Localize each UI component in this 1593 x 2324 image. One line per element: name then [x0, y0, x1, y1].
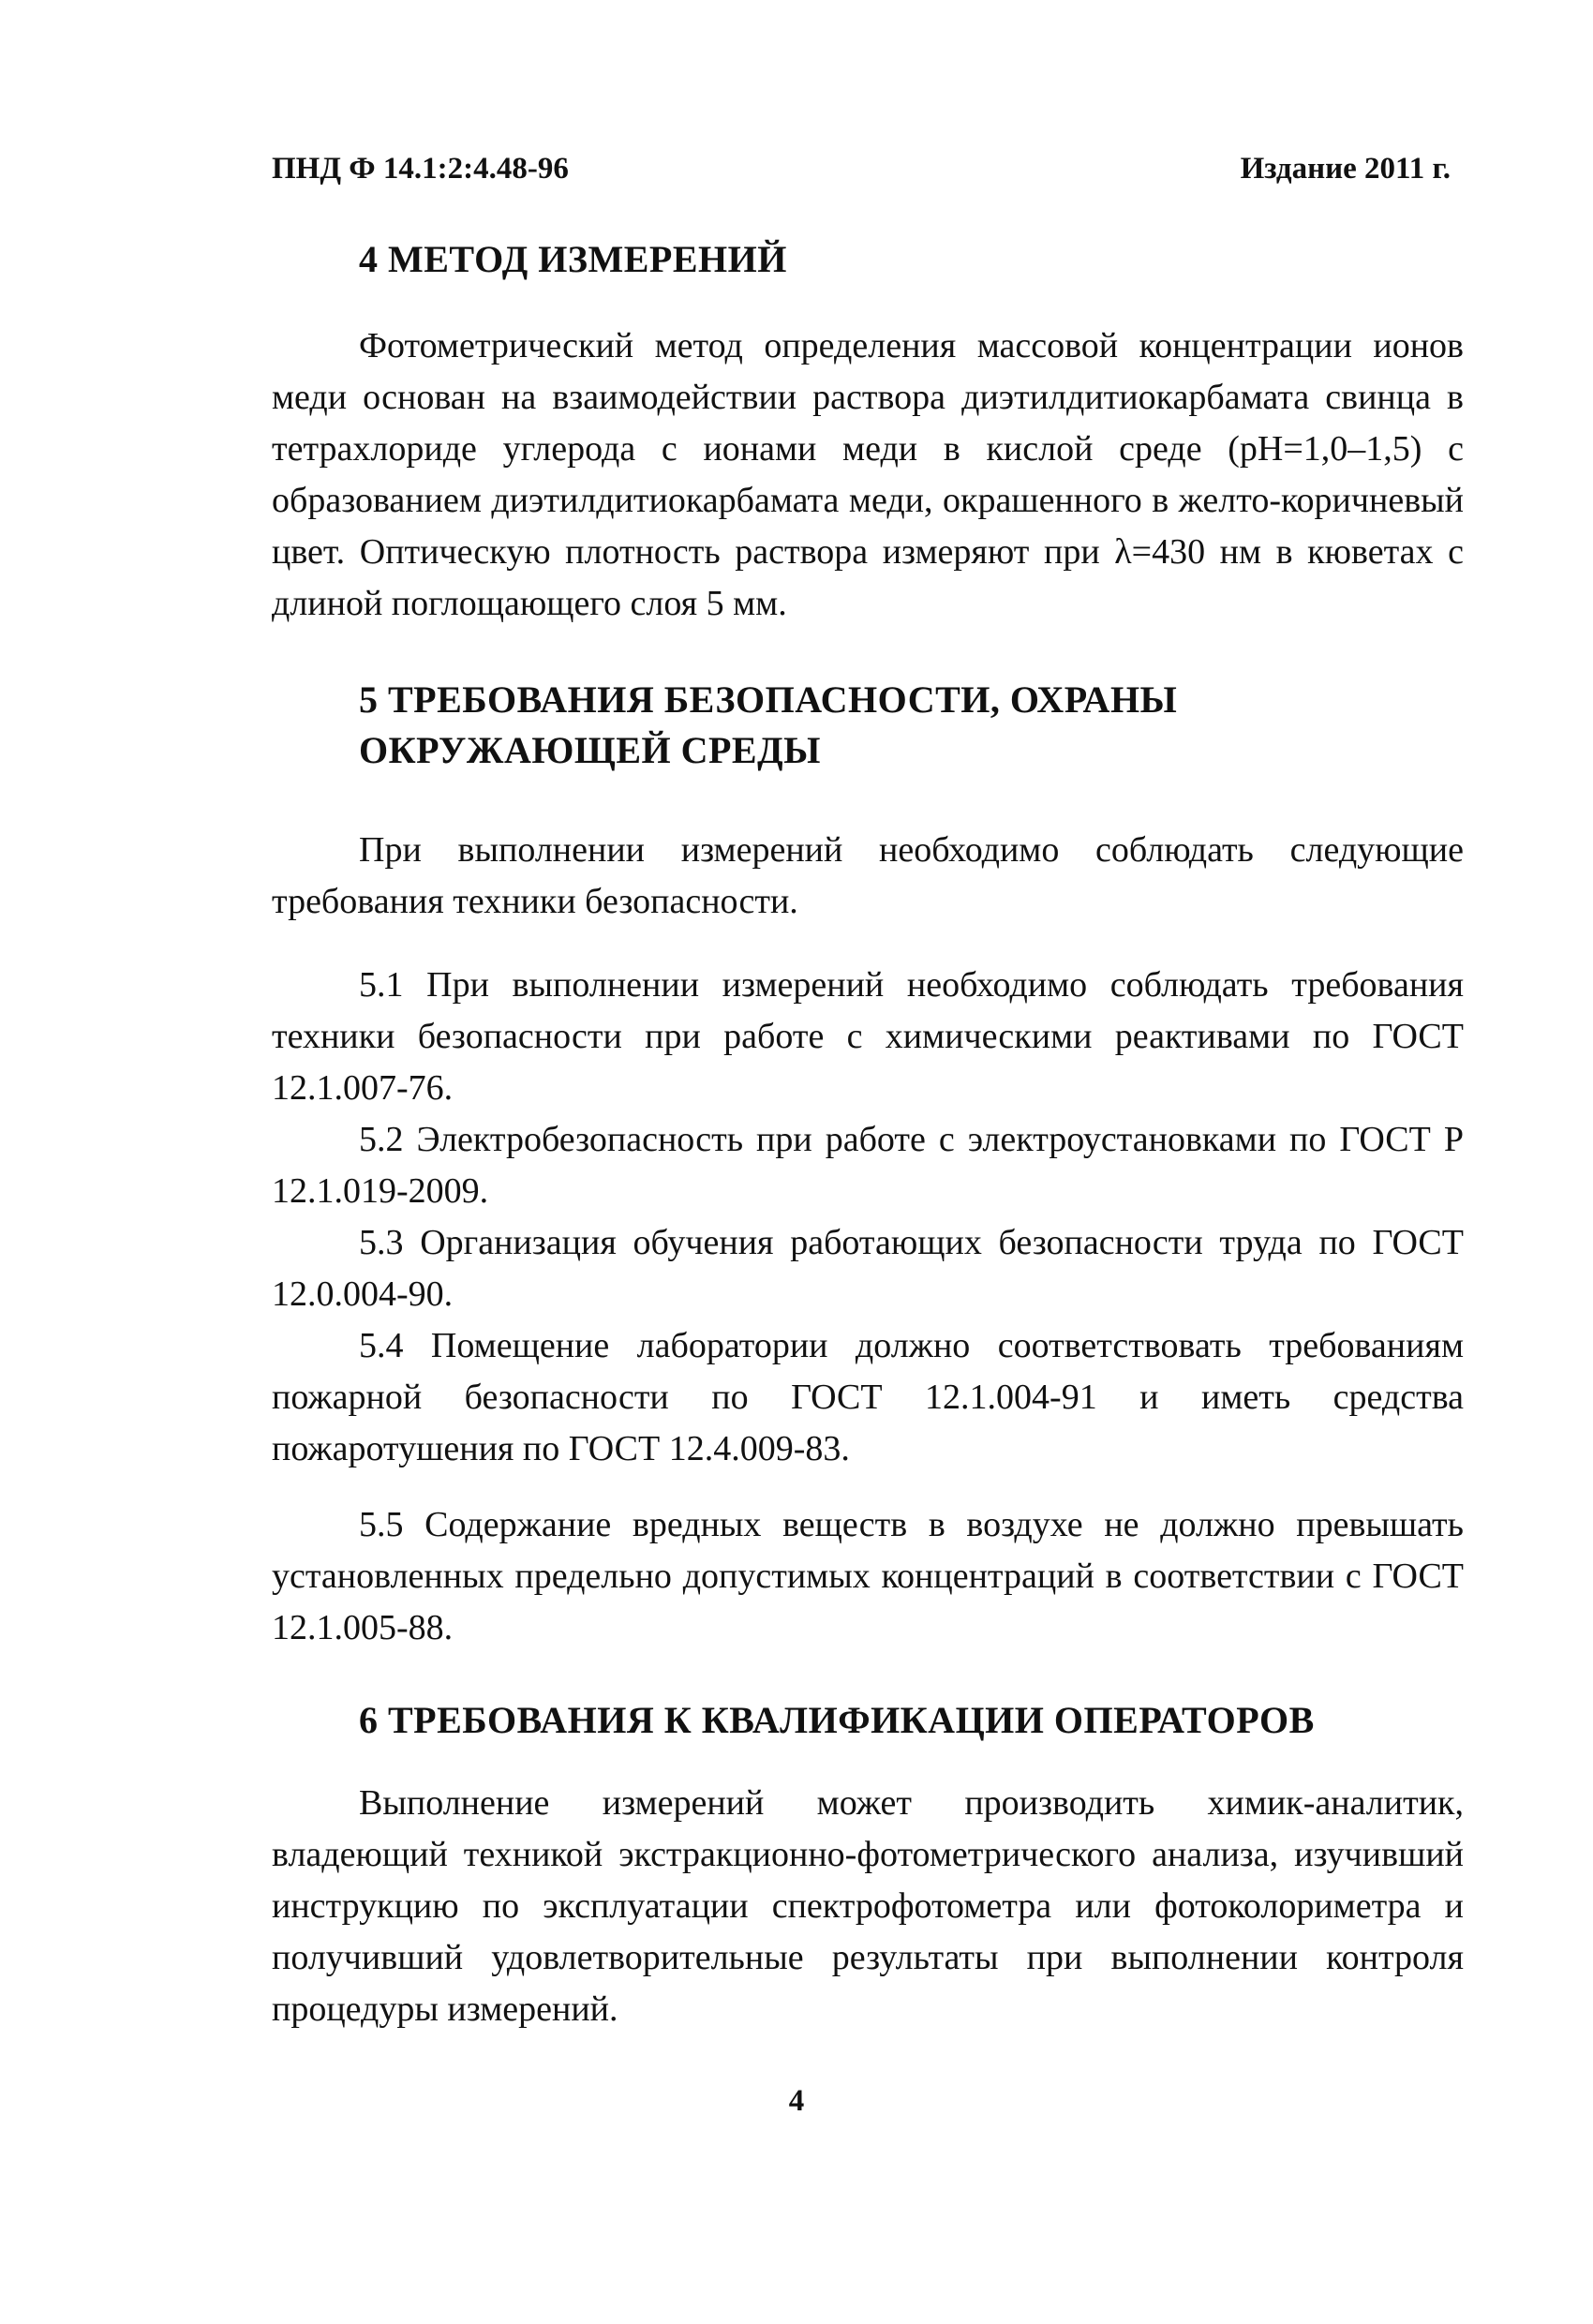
- edition-label: Издание 2011 г.: [1240, 152, 1451, 186]
- page-content: [272, 234, 1464, 2035]
- section-4-paragraph: Фотометрический метод определения массовой концентрации ионов меди основан на взаимодействии раствора диэтилдитиокарбамата свинца в тетрахлориде углерода с ионами меди в кислой среде (pH=1,0–1,5) с образованием диэтилдитиокарбамата меди, окрашенного в желто-коричневый цвет. Оптическую плотность раствора измеряют при λ=430 нм в кюветах с длиной поглощающего слоя 5 мм.: [272, 326, 1464, 623]
- section-6-paragraph: Выполнение измерений может производить химик-аналитик, владеющий техникой экстракционно-фотометрического анализа, изучивший инструкцию по эксплуатации спектрофотометра или фотоколориметра и получивший удовлетворительные результаты при выполнении контроля процедуры измерений.: [272, 1783, 1464, 2029]
- page-header: [272, 152, 1451, 186]
- section-5-item-3: 5.3 Организация обучения работающих безопасности труда по ГОСТ 12.0.004-90.: [272, 1223, 1464, 1314]
- section-5-item-5: 5.5 Содержание вредных веществ в воздухе не должно превышать установленных предельно допустимых концентраций в соответствии с ГОСТ 12.1.005-88.: [272, 1505, 1464, 1647]
- section-5-title: 5 ТРЕБОВАНИЯ БЕЗОПАСНОСТИ, ОХРАНЫ ОКРУЖАЮЩЕЙ СРЕДЫ: [359, 678, 1178, 771]
- section-5-item-2: 5.2 Электробезопасность при работе с электроустановками по ГОСТ Р 12.1.019-2009.: [272, 1120, 1464, 1211]
- section-5-item-4: 5.4 Помещение лаборатории должно соответствовать требованиям пожарной безопасности по ГОСТ 12.1.004-91 и иметь средства пожаротушения по ГОСТ 12.4.009-83.: [272, 1326, 1464, 1468]
- section-6-title: 6 ТРЕБОВАНИЯ К КВАЛИФИКАЦИИ ОПЕРАТОРОВ: [359, 1699, 1315, 1741]
- section-5-item-1: 5.1 При выполнении измерений необходимо соблюдать требования техники безопасности при работе с химическими реактивами по ГОСТ 12.1.007-76.: [272, 965, 1464, 1108]
- section-5-intro: При выполнении измерений необходимо соблюдать следующие требования техники безопасности.: [272, 830, 1464, 921]
- page-number: 4: [788, 2084, 805, 2118]
- document-code: ПНД Ф 14.1:2:4.48-96: [272, 152, 569, 186]
- section-4-title: 4 МЕТОД ИЗМЕРЕНИЙ: [359, 238, 787, 280]
